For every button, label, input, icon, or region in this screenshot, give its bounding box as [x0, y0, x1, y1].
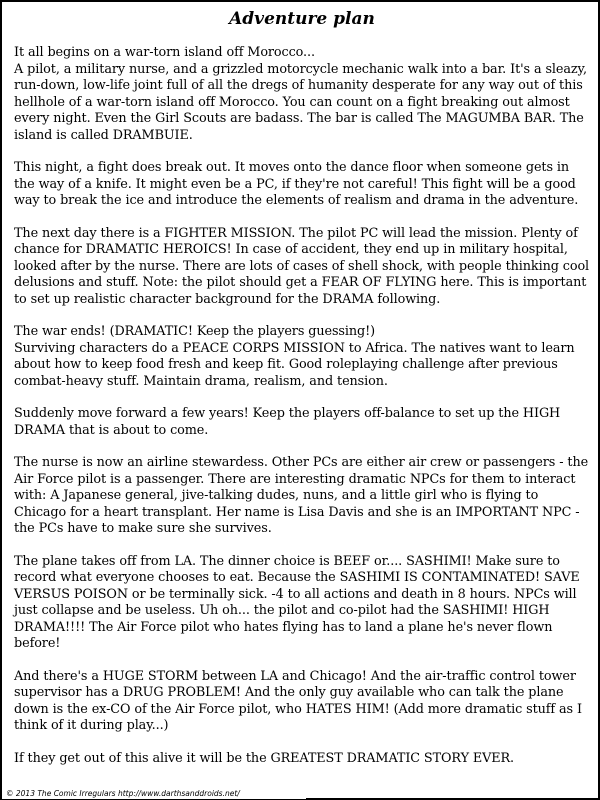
- paragraph-line: It all begins on a war-torn island off Morocco...: [14, 45, 315, 60]
- paragraph-line: The war ends! (DRAMATIC! Keep the players guessing!): [14, 324, 376, 339]
- paragraph-line: And there's a HUGE STORM between LA and Chicago! And the air-traffic control tower supervisor has a DRUG PROBLEM! And the only guy available who can talk the plane down is the ex-CO of the Air Force pilot, who HATES HIM! (Add more dramatic stuff as I think of it during play...): [14, 668, 582, 733]
- paragraph-line: This night, a fight does break out. It moves onto the dance floor when someone gets in the way of a knife. It might even be a PC, if they're not careful! This fight will be a good way to break the ice and introduce the elements of realism and drama in the adventure.: [14, 160, 579, 208]
- copyright-notice: © 2013 The Comic Irregulars http://www.darthsanddroids.net/: [2, 789, 306, 799]
- paragraph-line: The next day there is a FIGHTER MISSION. The pilot PC will lead the mission. Plenty of chance for DRAMATIC HEROICS! In case of accident, they end up in military hospital, looked after by the nurse. There are lots of cases of shell shock, with people thinking cool delusions and stuff. Note: the pilot should get a FEAR OF FLYING here. This is important to set up realistic character background for the DRAMA following.: [14, 225, 590, 307]
- paragraph-line: Surviving characters do a PEACE CORPS MISSION to Africa. The natives want to learn about how to keep food fresh and keep fit. Good roleplaying challenge after previous combat-heavy stuff. Maintain drama, realism, and tension.: [14, 340, 575, 389]
- paragraph-line: A pilot, a military nurse, and a grizzled motorcycle mechanic walk into a bar. It's a sleazy, run-down, low-life joint full of all the dregs of humanity desperate for any way out of this hellhole of a war-torn island off Morocco. You can count on a fight breaking out almost every night. Even the Girl Scouts are badass. The bar is called The MAGUMBA BAR. The island is called DRAMBUIE.: [14, 61, 587, 143]
- paragraph-7: [14, 554, 592, 653]
- paragraph-5: [14, 406, 592, 439]
- paragraph-3: [14, 226, 592, 309]
- paragraph-8: [14, 669, 592, 735]
- document-body: [14, 45, 592, 783]
- paragraph-line: The nurse is now an airline stewardess. Other PCs are either air crew or passengers - the Air Force pilot is a passenger. There are interesting dramatic NPCs for them to interact with: A Japanese general, jive-talking dudes, nuns, and a little girl who is flying to Chicago for a heart transplant. Her name is Lisa Davis and she is an IMPORTANT NPC - the PCs have to make sure she survives.: [14, 455, 589, 536]
- paragraph-2: [14, 160, 592, 210]
- paragraph-1: [14, 45, 592, 144]
- paragraph-line: Suddenly move forward a few years! Keep the players off-balance to set up the HIGH DRAMA that is about to come.: [14, 406, 561, 438]
- paragraph-9: [14, 751, 592, 768]
- paragraph-6: [14, 455, 592, 538]
- paragraph-line: The plane takes off from LA. The dinner choice is BEEF or.... SASHIMI! Make sure to record what everyone chooses to eat. Because the SASHIMI IS CONTAMINATED! SAVE VERSUS POISON or be terminally sick. -4 to all actions and death in 8 hours. NPCs will just collapse and be useless. Uh oh... the pilot and co-pilot had the SASHIMI! HIGH DRAMA!!!! The Air Force pilot who hates flying has to land a plane he's never flown before!: [14, 553, 580, 651]
- page-title: Adventure plan: [229, 9, 375, 29]
- paragraph-4: [14, 324, 592, 390]
- paragraph-line: If they get out of this alive it will be the GREATEST DRAMATIC STORY EVER.: [14, 750, 515, 766]
